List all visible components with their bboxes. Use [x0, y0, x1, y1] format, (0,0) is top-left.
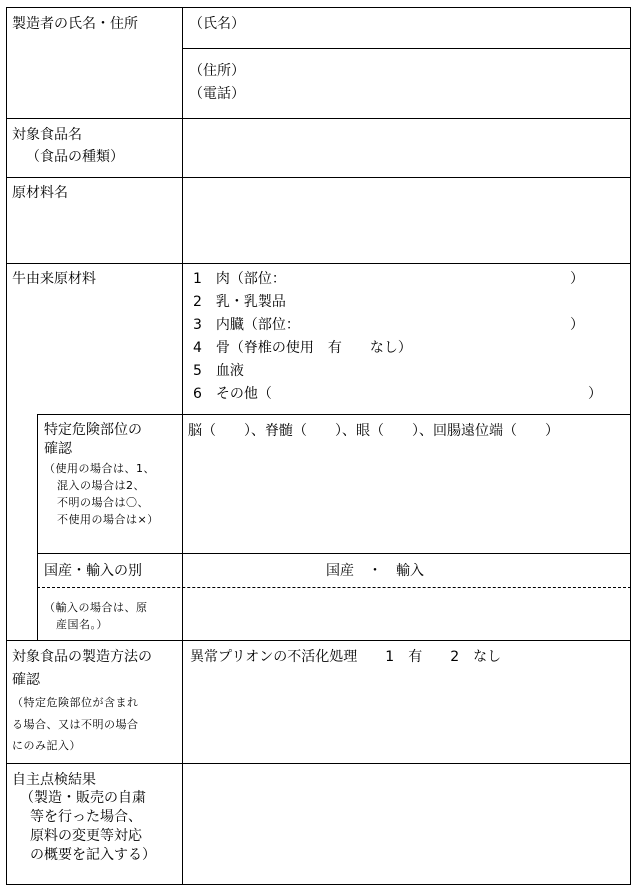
manufacturing-method-label-line1: 対象食品の製造方法の: [12, 649, 152, 665]
beef-item-meat: 1 肉（部位：: [193, 271, 286, 287]
row-divider-raw-material: [6, 177, 631, 178]
beef-item-offal: 3 内臓（部位：: [193, 317, 300, 333]
row-divider-specified-risk: [37, 414, 631, 415]
sub-row-indent-line: [37, 414, 38, 640]
beef-item-offal-close: ）: [570, 317, 584, 333]
target-food-sub-label: （食品の種類）: [26, 149, 124, 165]
self-inspection-note-line4: の概要を記入する）: [30, 847, 156, 863]
self-inspection-label: 自主点検結果: [12, 772, 96, 788]
manufacturing-method-label-line2: 確認: [12, 672, 40, 688]
manufacturing-method-note-line3: にのみ記入）: [12, 739, 81, 752]
specified-risk-value: 脳（ ）、脊髄（ ）、眼（ ）、回腸遠位端（ ）: [188, 423, 559, 439]
beef-item-other: 6 その他（: [193, 386, 272, 402]
row-divider-self-inspection: [6, 763, 631, 764]
origin-note-line1: （輸入の場合は、原: [44, 601, 148, 614]
beef-item-other-close: ）: [588, 386, 602, 402]
row-divider-origin: [37, 553, 631, 554]
beef-material-label: 牛由来原材料: [12, 271, 96, 287]
specified-risk-note-line2: 混入の場合は2、: [57, 479, 145, 492]
beef-item-dairy: 2 乳・乳製品: [193, 294, 286, 310]
table-border-left: [6, 7, 7, 885]
specified-risk-note-line4: 不使用の場合は×）: [57, 513, 159, 526]
self-inspection-note-line2: 等を行った場合、: [30, 809, 142, 825]
row-divider-manufacturing-method: [6, 640, 631, 641]
label-column-divider: [182, 7, 183, 885]
specified-risk-note-line3: 不明の場合は〇、: [57, 496, 149, 509]
origin-dashed-divider: [37, 587, 631, 588]
target-food-label: 対象食品名: [12, 127, 82, 143]
manufacturer-label: 製造者の氏名・住所: [12, 16, 138, 32]
specified-risk-note-line1: （使用の場合は、1、: [44, 462, 155, 475]
manufacturer-address-label: （住所）: [189, 63, 245, 79]
raw-material-label: 原材料名: [12, 185, 68, 201]
manufacturer-name-label: （氏名）: [189, 16, 245, 32]
beef-item-blood: 5 血液: [193, 363, 244, 379]
manufacturing-method-value: 異常プリオンの不活化処理 1 有 2 なし: [190, 649, 502, 665]
beef-item-bone: 4 骨（脊椎の使用 有 なし）: [193, 340, 412, 356]
origin-label: 国産・輸入の別: [44, 563, 142, 579]
specified-risk-label-line1: 特定危険部位の: [44, 422, 142, 438]
row-divider-beef-material: [6, 263, 631, 264]
self-inspection-note-line3: 原料の変更等対応: [30, 828, 142, 844]
row-divider-target-food: [6, 118, 631, 119]
table-border-bottom: [6, 884, 631, 885]
origin-note-line2: 産国名。）: [56, 618, 108, 631]
row-divider-name-address: [182, 48, 631, 49]
beef-item-meat-close: ）: [570, 271, 584, 287]
origin-value: 国産 ・ 輸入: [326, 563, 424, 579]
manufacturing-method-note-line1: （特定危険部位が含まれ: [12, 696, 139, 709]
manufacturer-phone-label: （電話）: [189, 86, 245, 102]
manufacturing-method-note-line2: る場合、又は不明の場合: [12, 718, 139, 731]
specified-risk-label-line2: 確認: [44, 441, 72, 457]
self-inspection-note-line1: （製造・販売の自粛: [20, 790, 146, 806]
table-border-top: [6, 7, 631, 8]
table-border-right: [630, 7, 631, 885]
